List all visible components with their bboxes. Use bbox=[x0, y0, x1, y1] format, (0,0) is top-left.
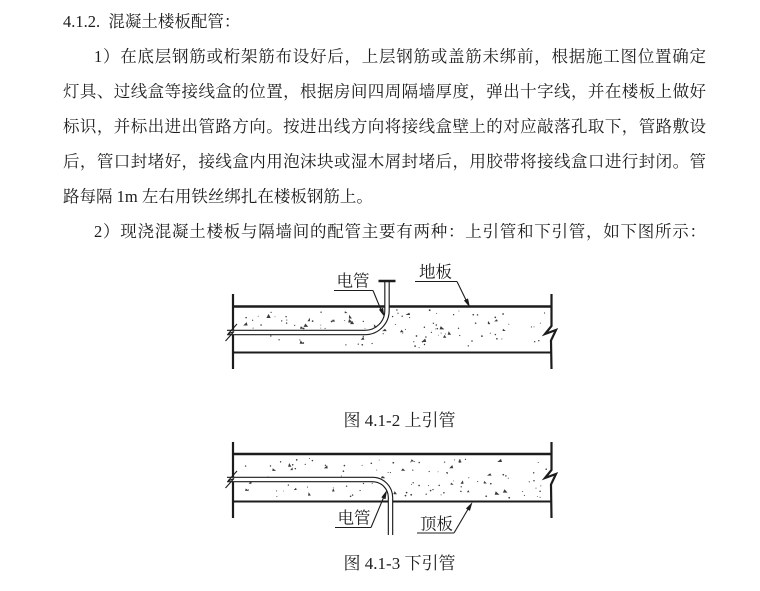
body-line-6: 2）现浇混凝土楼板与隔墙间的配管主要有两种：上引管和下引管，如下图所示： bbox=[94, 222, 706, 241]
body-line-1: 1）在底层钢筋或桁架筋布设好后，上层钢筋或盖筋未绑前，根据施工图位置确定 bbox=[94, 47, 706, 66]
ceiling-leader-line bbox=[454, 508, 469, 534]
body-line-2: 灯具、过线盒等接线盒的位置，根据房间四周隔墙厚度，弹出十字线，并在楼板上做好 bbox=[63, 82, 706, 101]
pipe-label: 电管 bbox=[337, 508, 371, 528]
floor-leader-line bbox=[457, 282, 467, 302]
pipe-label: 电管 bbox=[336, 271, 370, 291]
figure1-caption: 图 4.1-2 上引管 bbox=[343, 411, 456, 430]
figure-down-conduit-drawing bbox=[220, 436, 565, 538]
figure2-caption: 图 4.1-3 下引管 bbox=[343, 554, 456, 573]
body-line-3: 标识，并标出进出管路方向。按进出线方向将接线盒壁上的对应敲落孔取下，管路敷设 bbox=[63, 117, 706, 136]
ceiling-callout bbox=[417, 502, 473, 534]
floor-label: 地板 bbox=[419, 262, 452, 282]
pipe-leader-arrowhead-icon bbox=[381, 490, 387, 499]
concrete-stipple-texture bbox=[243, 309, 545, 348]
ceiling-label: 顶板 bbox=[420, 514, 453, 534]
body-line-5: 路每隔 1m 左右用铁丝绑扎在楼板钢筋上。 bbox=[63, 187, 373, 206]
pipe-leader-line bbox=[373, 291, 382, 312]
pipe-callout bbox=[334, 272, 385, 318]
pipe-callout bbox=[335, 490, 387, 528]
pipe-leader-arrowhead-icon bbox=[379, 308, 385, 317]
figure-up-conduit-drawing bbox=[220, 255, 565, 377]
section-heading: 4.1.2. 混凝土楼板配管： bbox=[63, 12, 241, 31]
ceiling-leader-arrowhead-icon bbox=[466, 502, 473, 511]
body-line-4: 后，管口封堵好，接线盒内用泡沫块或湿木屑封堵后，用胶带将接线盒口进行封闭。管 bbox=[63, 152, 706, 171]
floor-callout bbox=[415, 263, 470, 308]
